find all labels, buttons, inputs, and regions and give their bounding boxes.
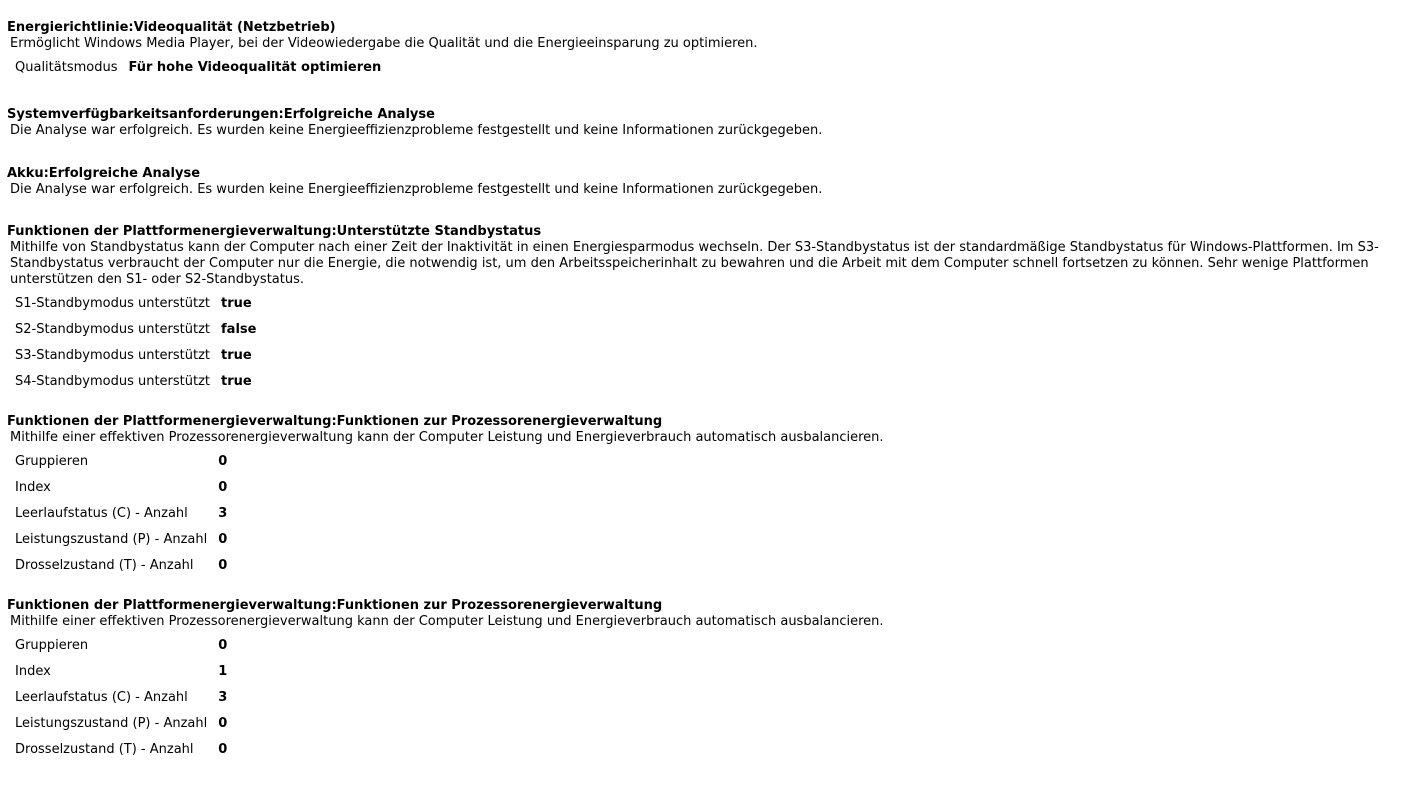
property-label: S4-Standbymodus unterstützt [15, 373, 211, 389]
property-label: Drosselzustand (T) - Anzahl [15, 557, 194, 573]
section-standby-states [7, 223, 1423, 394]
property-value: false [221, 321, 257, 337]
table-row [10, 710, 232, 736]
table-row [10, 736, 232, 762]
property-label: S3-Standbymodus unterstützt [15, 347, 211, 363]
property-label: Leerlaufstatus (C) - Anzahl [15, 689, 188, 705]
property-value: 0 [218, 715, 228, 731]
property-value: 0 [218, 453, 228, 469]
section-description: Mithilfe einer effektiven Prozessorenergieverwaltung kann der Computer Leistung und Energieverbrauch automatisch ausbalancieren. [10, 614, 884, 629]
property-label: S1-Standbymodus unterstützt [15, 295, 211, 311]
section-battery [7, 165, 1423, 198]
property-value: 3 [218, 505, 228, 521]
section-title: Energierichtlinie:Videoqualität (Netzbetrieb) [7, 20, 336, 35]
property-label: Gruppieren [15, 637, 89, 653]
section-title: Funktionen der Plattformenergieverwaltung:Funktionen zur Prozessorenergieverwaltung [7, 414, 663, 429]
section-title: Akku:Erfolgreiche Analyse [7, 166, 201, 181]
section-description: Die Analyse war erfolgreich. Es wurden keine Energieeffizienzprobleme festgestellt und keine Informationen zurückgegeben. [10, 182, 823, 197]
section-description: Mithilfe einer effektiven Prozessorenergieverwaltung kann der Computer Leistung und Energieverbrauch automatisch ausbalancieren. [10, 430, 884, 445]
property-value: true [221, 373, 252, 389]
property-value: 3 [218, 689, 228, 705]
section-title: Funktionen der Plattformenergieverwaltung:Unterstützte Standbystatus [7, 224, 542, 239]
table-row [10, 474, 232, 500]
section-processor-power-0 [7, 413, 1423, 578]
table-row [10, 500, 232, 526]
table-row [10, 448, 232, 474]
properties-table [10, 632, 232, 762]
property-label: Leistungszustand (P) - Anzahl [15, 715, 208, 731]
property-value: 1 [218, 663, 228, 679]
property-value: 0 [218, 557, 228, 573]
properties-table [10, 54, 386, 80]
table-row [10, 552, 232, 578]
table-row [10, 342, 261, 368]
section-title: Systemverfügbarkeitsanforderungen:Erfolgreiche Analyse [7, 107, 435, 122]
property-label: S2-Standbymodus unterstützt [15, 321, 211, 337]
table-row [10, 54, 386, 80]
property-label: Qualitätsmodus [15, 59, 118, 75]
property-label: Leerlaufstatus (C) - Anzahl [15, 505, 188, 521]
property-value: 0 [218, 637, 228, 653]
table-row [10, 290, 261, 316]
property-label: Gruppieren [15, 453, 89, 469]
section-description: Mithilfe von Standbystatus kann der Computer nach einer Zeit der Inaktivität in einen Energiesparmodus wechseln. Der S3-Standbystatus ist der standardmäßige Standbystatus für Windows-Plattformen. Im S3-Standbystatus verbraucht der Computer nur die Energie, die notwendig ist, um den Arbeitsspeicherinhalt zu bewahren und die Arbeit mit dem Computer schnell fortsetzen zu können. Sehr wenige Plattformen unterstützen den S1- oder S2-Standbystatus. [10, 240, 1379, 287]
property-value: true [221, 295, 252, 311]
section-processor-power-1 [7, 597, 1423, 762]
section-system-availability [7, 106, 1423, 139]
properties-table [10, 448, 232, 578]
table-row [10, 316, 261, 342]
section-description: Die Analyse war erfolgreich. Es wurden keine Energieeffizienzprobleme festgestellt und keine Informationen zurückgegeben. [10, 123, 823, 138]
property-label: Drosselzustand (T) - Anzahl [15, 741, 194, 757]
property-value: 0 [218, 741, 228, 757]
table-row [10, 632, 232, 658]
table-row [10, 368, 261, 394]
section-title: Funktionen der Plattformenergieverwaltung:Funktionen zur Prozessorenergieverwaltung [7, 598, 663, 613]
property-value: Für hohe Videoqualität optimieren [128, 59, 382, 75]
section-description: Ermöglicht Windows Media Player, bei der Videowiedergabe die Qualität und die Energieeinsparung zu optimieren. [10, 36, 758, 51]
table-row [10, 658, 232, 684]
property-label: Leistungszustand (P) - Anzahl [15, 531, 208, 547]
property-value: true [221, 347, 252, 363]
property-label: Index [15, 663, 51, 679]
table-row [10, 684, 232, 710]
property-value: 0 [218, 479, 228, 495]
table-row [10, 526, 232, 552]
section-video-quality [7, 19, 1423, 80]
property-value: 0 [218, 531, 228, 547]
properties-table [10, 290, 261, 394]
property-label: Index [15, 479, 51, 495]
